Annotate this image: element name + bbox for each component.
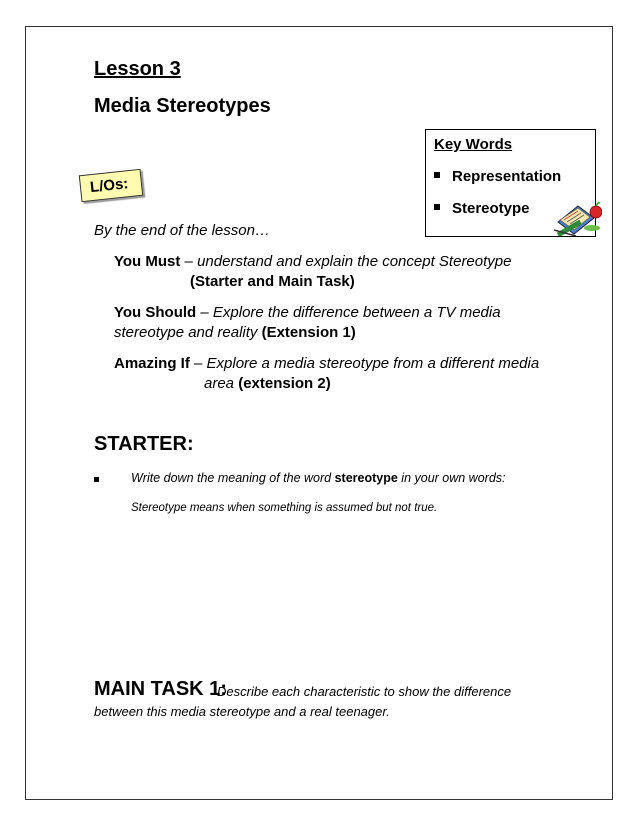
should-label: You Should: [114, 304, 197, 321]
lesson-title: Lesson 3: [94, 58, 181, 80]
books-and-apple-icon: [554, 200, 602, 236]
lo-label: L/Os:: [89, 175, 130, 197]
amazing-text-1: Explore a media stereotype from a different media: [206, 355, 540, 372]
must-text: understand and explain the concept Stereotype: [197, 253, 512, 270]
amazing-objective-cont: [204, 375, 331, 392]
bullet-icon: [94, 477, 99, 482]
main-task-description: Describe each characteristic to show the difference: [217, 684, 512, 699]
key-words-box: [425, 129, 596, 237]
should-dash: –: [196, 304, 213, 321]
starter-prompt: [131, 471, 506, 485]
should-text-1: Explore the difference between a TV media: [212, 304, 501, 321]
amazing-text-2: area: [204, 375, 239, 392]
bullet-icon: [434, 172, 440, 178]
should-note: (Extension 1): [261, 324, 356, 341]
must-note: (Starter and Main Task): [190, 273, 355, 290]
must-label: You Must: [114, 253, 181, 270]
intro-text: By the end of the lesson…: [94, 222, 270, 239]
main-task-description-cont: between this media stereotype and a real teenager.: [94, 704, 390, 719]
key-words-title: Key Words: [434, 136, 513, 153]
key-word-label: Stereotype: [452, 200, 530, 217]
amazing-dash: –: [189, 355, 207, 372]
starter-prompt-before: Write down the meaning of the word: [131, 471, 335, 485]
key-word-item: [434, 168, 561, 185]
starter-answer: Stereotype means when something is assumed but not true.: [131, 502, 438, 514]
main-task-heading: MAIN TASK 1:: [94, 678, 227, 700]
page-title: Media Stereotypes: [94, 95, 271, 117]
should-objective: [114, 304, 501, 321]
starter-prompt-after: in your own words:: [397, 471, 506, 485]
amazing-objective: [114, 355, 539, 372]
amazing-label: Amazing If: [114, 355, 190, 372]
should-objective-cont: [114, 324, 356, 341]
bullet-icon: [434, 204, 440, 210]
key-word-label: Representation: [452, 168, 562, 185]
key-word-item: [434, 200, 530, 217]
should-text-2: stereotype and reality: [114, 324, 262, 341]
must-objective: [114, 253, 511, 270]
starter-heading: STARTER:: [94, 433, 194, 455]
amazing-note: (extension 2): [238, 375, 331, 392]
starter-prompt-bold: stereotype: [334, 471, 398, 485]
must-dash: –: [180, 253, 198, 270]
